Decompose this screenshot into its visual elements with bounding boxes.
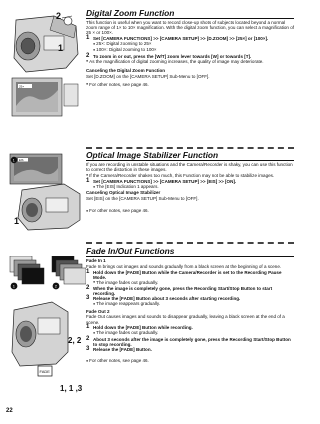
fade-body: [86, 258, 294, 365]
digital-zoom-other-notes: For other notes, see page 46.: [89, 81, 149, 87]
ois-step1-b1: The [EIS] Indication 1 appears.: [96, 184, 159, 190]
zoom-callout-2: 2: [56, 11, 62, 21]
fade-out-step3: Release the [FADE] Button.: [93, 346, 152, 352]
step-number: 1: [86, 268, 90, 275]
fade-out-badge: 2: [54, 283, 57, 289]
image-stabilizer-body: [86, 162, 294, 215]
digital-zoom-step1: Set [CAMERA FUNCTIONS] >> [CAMERA SETUP] >> [D.ZOOM] >> [25×] or [100×].: [93, 36, 269, 42]
ois-other-notes: For other notes, see page 46.: [89, 208, 149, 214]
step-number: 2: [86, 52, 90, 59]
svg-text:EIS: EIS: [19, 157, 24, 162]
fade-in-text: Fade In brings out images and sounds gradually from a black screen at the beginning of a scene.: [86, 263, 282, 269]
fade-out-step2: About 3 seconds after the image is completely gone, press the Recording Start/Stop Button to stop recording.: [93, 336, 291, 347]
page-number: 22: [6, 408, 13, 414]
svg-text:FADE: FADE: [39, 369, 50, 374]
ois-note1: If the Camera/Recorder shakes too much, this Function may not be able to stabilize images.: [89, 172, 275, 178]
step-number: 3: [86, 345, 90, 352]
step-number: 3: [86, 295, 90, 302]
section-divider: [86, 147, 294, 149]
step-number: 1: [86, 324, 90, 331]
ois-intro: If you are recording in unstable situations and the Camera/Recorder is shaky, you can use this function to correct the distortion in these images.: [86, 162, 293, 173]
digital-zoom-cancel-text: Set [D.ZOOM] on the [CAMERA SETUP] Sub-Menu to [OFF].: [86, 73, 210, 79]
step-number: 2: [86, 284, 90, 291]
digital-zoom-note: As the magnification of digital zooming increases, the quality of image may deteriorate.: [89, 58, 264, 64]
step-number: 2: [86, 335, 90, 342]
fade-illustration: [6, 256, 86, 396]
fade-in-step3: Release the [FADE] Button about 3 seconds after starting recording.: [93, 296, 241, 302]
digital-zoom-step2: To zoom in or out, press the [W/T] zoom lever towards [W] or towards [T].: [93, 53, 252, 59]
fade-in-label: Fade In 1: [86, 258, 106, 263]
section-divider: [86, 242, 294, 244]
ois-cancel-text: Set [EIS] on the [CAMERA SETUP] Sub-Menu to [OFF].: [86, 196, 199, 202]
zoom-callout-1: 1: [58, 43, 64, 53]
ois-step1: Set [CAMERA FUNCTIONS] >> [CAMERA SETUP] >> [EIS] >> [ON].: [93, 179, 237, 185]
fade-in-step1-b1: The image fades out gradually.: [96, 279, 159, 285]
fade-in-step2: When the image is completely gone, press the Recording Start/Stop Button to start recording.: [93, 285, 273, 297]
fade-in-step1: Hold down the [FADE] Button while the Camera/Recorder is set to the Recording Pause Mode.: [93, 269, 282, 280]
fade-callout-2-2: 2, 2: [68, 336, 82, 345]
digital-zoom-illustration: [6, 10, 86, 122]
digital-zoom-intro: This function is useful when you want to record close-up shots of subjects located beyond a normal zoom range of 1× to 10× magnification. With the digital zoom function, you can select a magnification of 25 × or 100×.: [86, 20, 295, 36]
fade-out-label: Fade Out 2: [86, 308, 110, 314]
digital-zoom-body: [86, 20, 294, 89]
fade-other-notes: For other notes, see page 46.: [89, 358, 149, 364]
ois-cancel-title: Canceling Optical Image Stabilizer: [86, 190, 161, 196]
fade-out-step1: Hold down the [FADE] Button while recording.: [93, 325, 193, 331]
fade-out-text: Fade Out causes images and sounds to disappear gradually, leaving a black screen at the end of a scene.: [86, 314, 285, 325]
section-title-image-stabilizer: Optical Image Stabilizer Function: [86, 150, 219, 160]
digital-zoom-cancel-title: Canceling the Digital Zoom Function: [86, 67, 166, 73]
svg-text:25×: 25×: [19, 84, 25, 89]
step-number: 1: [86, 178, 90, 185]
eis-badge-1: 1: [12, 158, 15, 163]
step-number: 1: [86, 35, 90, 42]
fade-in-step3-b1: The image reappears gradually.: [96, 301, 161, 307]
fade-in-badge: 1: [12, 283, 15, 289]
fade-out-step1-b1: The image fades out gradually.: [96, 330, 159, 336]
section-title-fade: Fade In/Out Functions: [86, 246, 175, 256]
digital-zoom-step1-b1: 25×: Digital zooming to 25×: [96, 41, 152, 47]
ois-callout-1: 1: [14, 216, 20, 226]
section-title-digital-zoom: Digital Zoom Function: [86, 8, 175, 18]
fade-callout-1-1-3: 1, 1 ,3: [60, 384, 83, 393]
digital-zoom-step1-b2: 100×: Digital zooming to 100×: [96, 47, 157, 53]
